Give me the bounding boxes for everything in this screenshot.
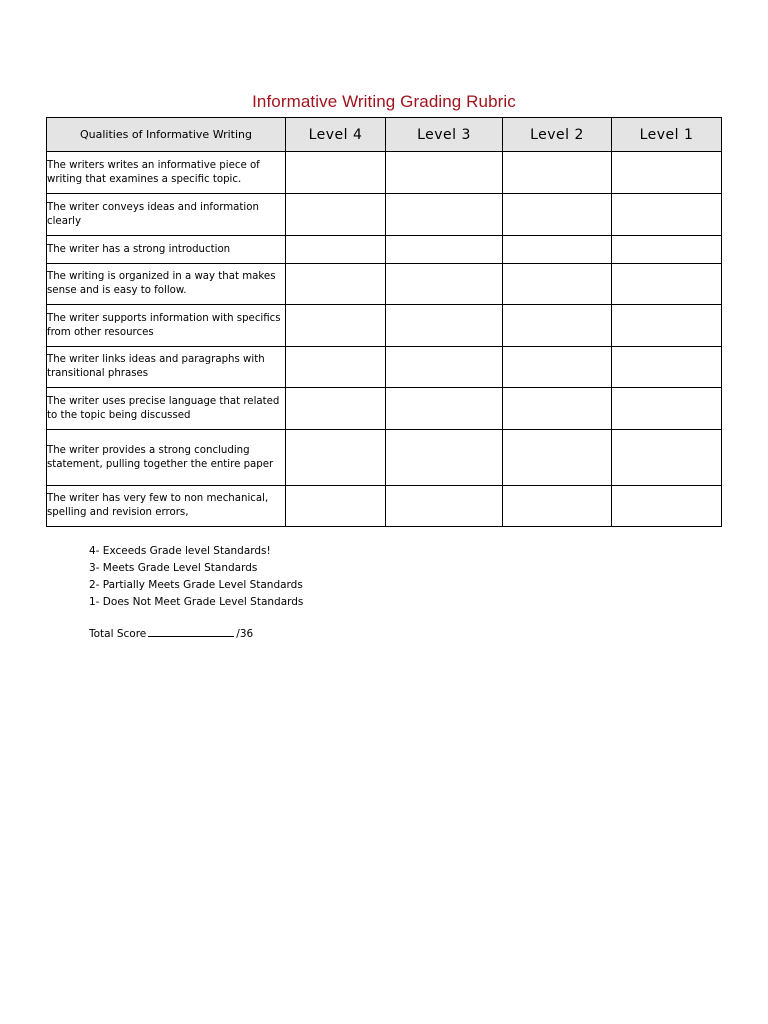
criterion-text: The writer provides a strong concluding statement, pulling together the entire paper <box>47 430 286 486</box>
score-cell-level-4 <box>286 194 386 236</box>
score-cell-level-2 <box>503 388 612 430</box>
table-row <box>47 430 722 486</box>
document-title: Informative Writing Grading Rubric <box>252 92 516 111</box>
table-row <box>47 486 722 527</box>
score-cell-level-1 <box>612 430 722 486</box>
rubric-table <box>46 117 722 527</box>
legend-item-level-4: 4- Exceeds Grade level Standards! <box>89 545 271 557</box>
level-1-header: Level 1 <box>612 118 722 152</box>
score-cell-level-4 <box>286 486 386 527</box>
level-legend <box>89 543 303 611</box>
score-cell-level-1 <box>612 486 722 527</box>
total-score-line <box>89 626 253 640</box>
score-cell-level-2 <box>503 486 612 527</box>
total-score-blank[interactable] <box>148 626 234 637</box>
score-cell-level-3 <box>386 305 503 347</box>
level-4-header: Level 4 <box>286 118 386 152</box>
total-score-max: /36 <box>236 628 254 640</box>
score-cell-level-3 <box>386 264 503 305</box>
criterion-text: The writing is organized in a way that makes sense and is easy to follow. <box>47 264 286 305</box>
level-2-header: Level 2 <box>503 118 612 152</box>
score-cell-level-4 <box>286 347 386 388</box>
score-cell-level-1 <box>612 152 722 194</box>
score-cell-level-4 <box>286 430 386 486</box>
legend-item-level-1: 1- Does Not Meet Grade Level Standards <box>89 596 304 608</box>
level-3-header: Level 3 <box>386 118 503 152</box>
score-cell-level-2 <box>503 347 612 388</box>
criterion-text: The writer has very few to non mechanical, spelling and revision errors, <box>47 486 286 527</box>
score-cell-level-3 <box>386 486 503 527</box>
score-cell-level-4 <box>286 152 386 194</box>
score-cell-level-2 <box>503 264 612 305</box>
table-row <box>47 152 722 194</box>
criteria-column-header: Qualities of Informative Writing <box>47 118 286 152</box>
score-cell-level-1 <box>612 264 722 305</box>
criterion-text: The writers writes an informative piece of writing that examines a specific topic. <box>47 152 286 194</box>
score-cell-level-3 <box>386 194 503 236</box>
table-row <box>47 388 722 430</box>
score-cell-level-2 <box>503 194 612 236</box>
score-cell-level-4 <box>286 388 386 430</box>
score-cell-level-1 <box>612 347 722 388</box>
score-cell-level-3 <box>386 236 503 264</box>
table-row <box>47 236 722 264</box>
legend-item-level-2: 2- Partially Meets Grade Level Standards <box>89 579 303 591</box>
score-cell-level-4 <box>286 264 386 305</box>
table-row <box>47 264 722 305</box>
score-cell-level-3 <box>386 430 503 486</box>
score-cell-level-4 <box>286 305 386 347</box>
criterion-text: The writer has a strong introduction <box>47 236 286 264</box>
score-cell-level-1 <box>612 236 722 264</box>
criterion-text: The writer supports information with specifics from other resources <box>47 305 286 347</box>
score-cell-level-3 <box>386 388 503 430</box>
score-cell-level-3 <box>386 347 503 388</box>
score-cell-level-1 <box>612 388 722 430</box>
header-row <box>47 118 722 152</box>
score-cell-level-2 <box>503 305 612 347</box>
score-cell-level-1 <box>612 194 722 236</box>
table-row <box>47 305 722 347</box>
score-cell-level-3 <box>386 152 503 194</box>
score-cell-level-4 <box>286 236 386 264</box>
table-row <box>47 194 722 236</box>
criterion-text: The writer uses precise language that related to the topic being discussed <box>47 388 286 430</box>
score-cell-level-1 <box>612 305 722 347</box>
criterion-text: The writer conveys ideas and information clearly <box>47 194 286 236</box>
criterion-text: The writer links ideas and paragraphs with transitional phrases <box>47 347 286 388</box>
table-row <box>47 347 722 388</box>
score-cell-level-2 <box>503 236 612 264</box>
score-cell-level-2 <box>503 430 612 486</box>
score-cell-level-2 <box>503 152 612 194</box>
legend-item-level-3: 3- Meets Grade Level Standards <box>89 562 258 574</box>
total-score-label: Total Score <box>89 628 147 640</box>
